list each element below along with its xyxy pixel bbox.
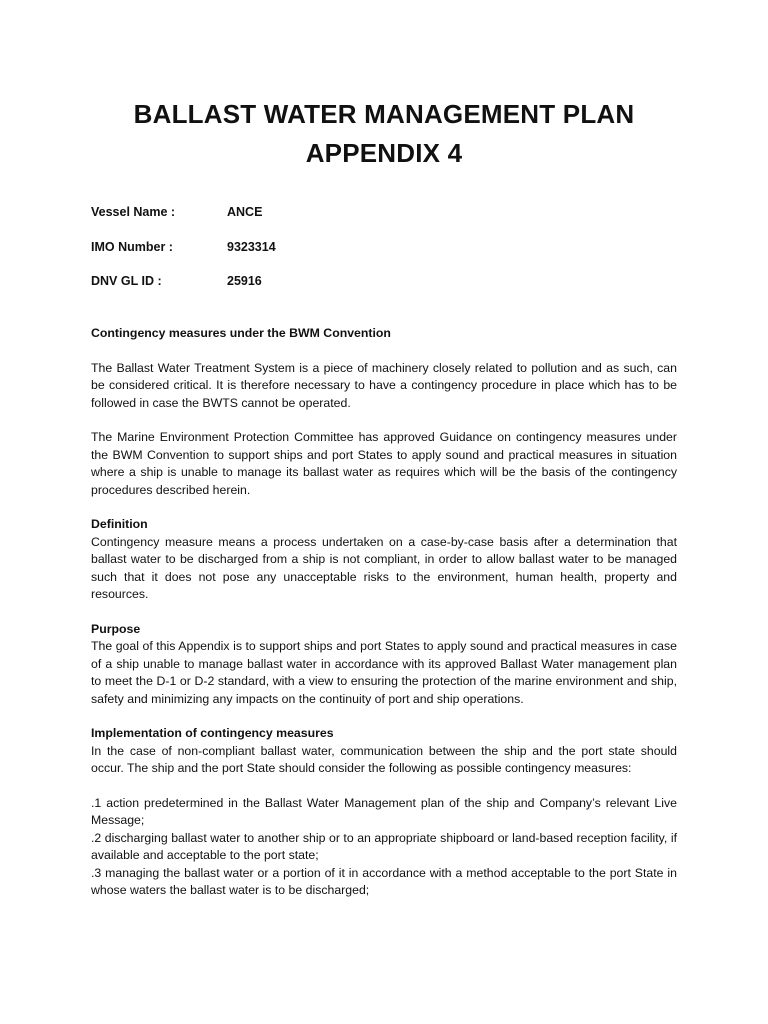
dnv-gl-id-label: DNV GL ID :	[91, 274, 162, 288]
definition-heading: Definition	[91, 517, 148, 531]
purpose-heading: Purpose	[91, 621, 141, 636]
contingency-measure-item: .1 action predetermined in the Ballast Water Management plan of the ship and Company’s relevant Live Message;	[91, 795, 677, 827]
contingency-measure-item: .2 discharging ballast water to another ship or to an appropriate shipboard or land-based reception facility, if available and acceptable to the port state;	[91, 830, 677, 862]
contingency-measure-item: .3 managing the ballast water or a portion of it in accordance with a method acceptable to the port State in whose waters the ballast water is to be discharged;	[91, 865, 677, 897]
dnv-gl-id-value: 25916	[227, 274, 262, 288]
vessel-name-row	[91, 205, 691, 225]
imo-number-label: IMO Number :	[91, 240, 173, 254]
vessel-name-label: Vessel Name :	[91, 205, 176, 219]
vessel-name-value: ANCE	[227, 205, 263, 219]
contingency-heading: Contingency measures under the BWM Convention	[91, 326, 391, 340]
purpose-text: The goal of this Appendix is to support ships and port States to apply sound and practical measures in case of a ship unable to manage ballast water in accordance with its approved Ballast Water management plan to meet the D-1 or D-2 standard, with a view to ensuring the protection of the marine environment and ship, safety and minimizing any impacts on the continuity of port and ship operations.	[91, 639, 677, 706]
dnv-gl-id-row	[91, 274, 691, 294]
implementation-text: In the case of non-compliant ballast water, communication between the ship and the port state should occur. The ship and the port State should consider the following as possible contingency measures:	[91, 743, 677, 775]
implementation-heading: Implementation of contingency measures	[91, 726, 334, 740]
document-body	[91, 325, 677, 900]
imo-number-row	[91, 240, 691, 260]
intro-paragraph-1: The Ballast Water Treatment System is a piece of machinery closely related to pollution and as such, can be considered critical. It is therefore necessary to have a contingency procedure in place which has to be followed in case the BWTS cannot be operated.	[91, 360, 677, 410]
document-title: BALLAST WATER MANAGEMENT PLAN	[133, 99, 635, 129]
imo-number-value: 9323314	[227, 240, 276, 254]
definition-text: Contingency measure means a process undertaken on a case-by-case basis after a determination that ballast water to be discharged from a ship is not compliant, in order to allow ballast water to be managed such that it does not pose any unacceptable risks to the environment, human health, property and resources.	[91, 534, 677, 601]
intro-paragraph-2: The Marine Environment Protection Committee has approved Guidance on contingency measures under the BWM Convention to support ships and port States to apply sound and practical measures in situation where a ship is unable to manage its ballast water as requires which will be the basis of the contingency procedures described herein.	[91, 430, 677, 497]
document-subtitle: APPENDIX 4	[305, 138, 463, 168]
